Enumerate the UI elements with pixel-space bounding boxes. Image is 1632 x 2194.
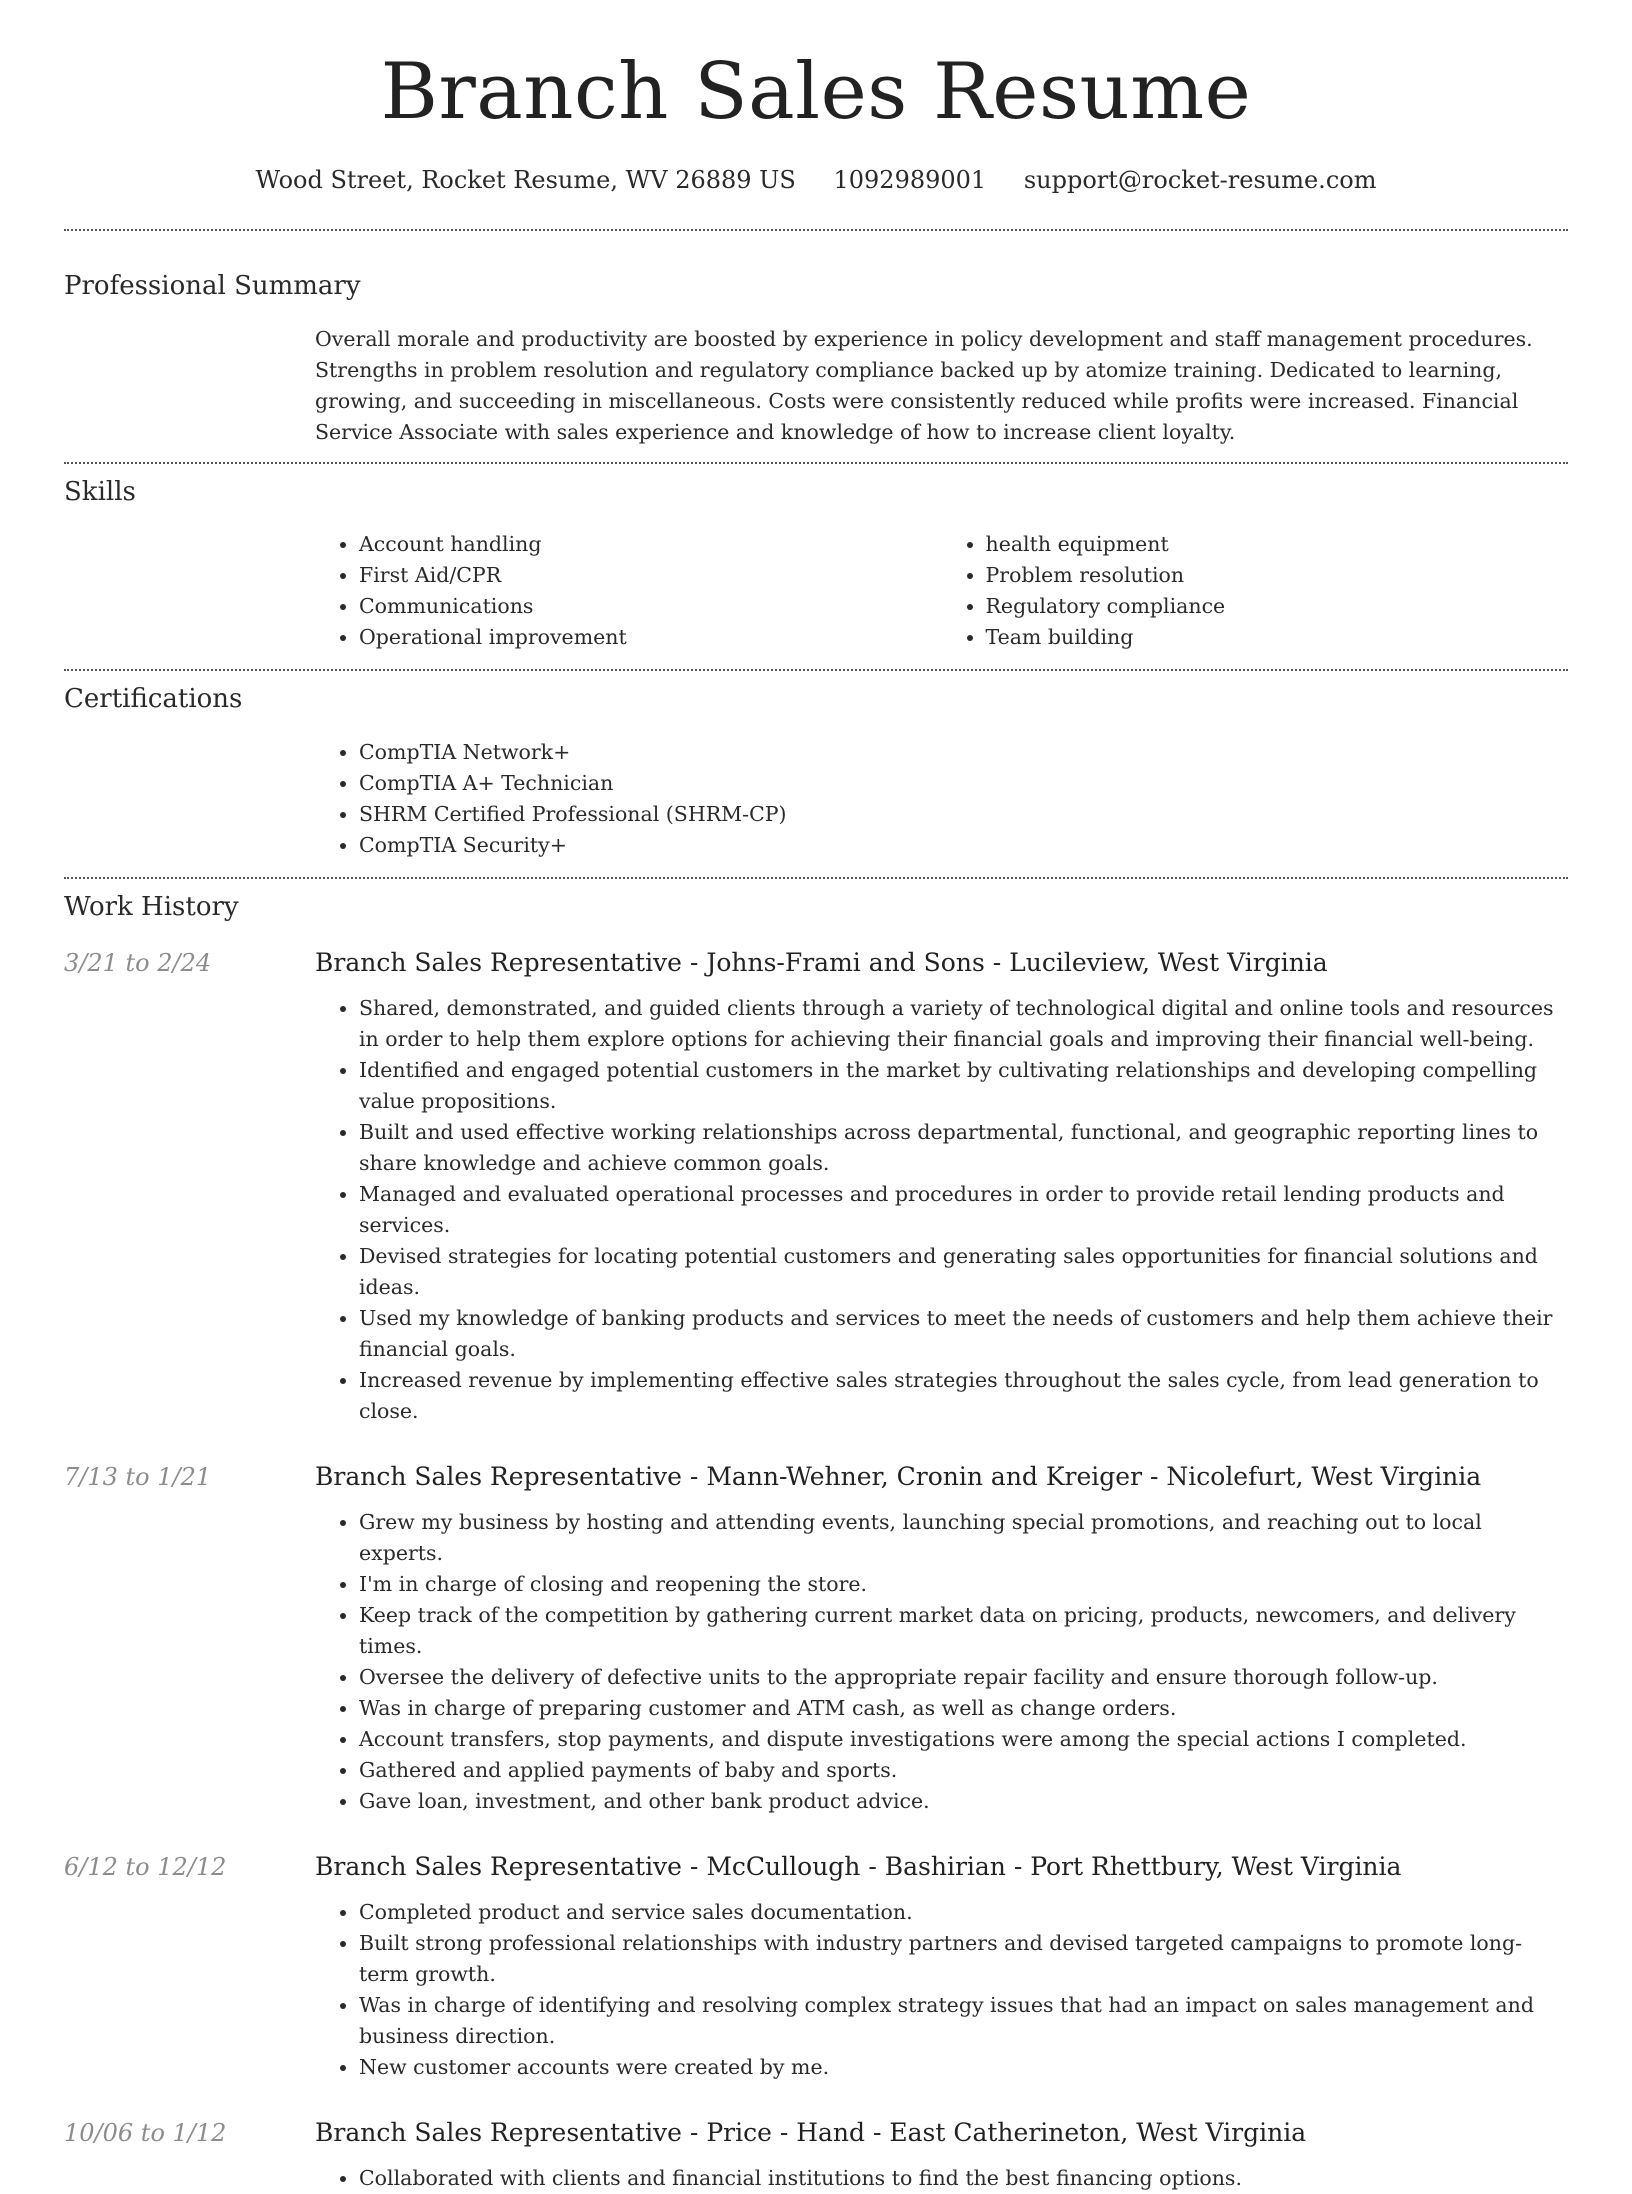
skills-list <box>315 529 1568 653</box>
certifications-section <box>64 683 1568 861</box>
contact-line <box>64 166 1568 194</box>
phone-text: 1092989001 <box>833 165 987 194</box>
divider <box>64 229 1568 231</box>
list-item: • Gave loan, investment, and other bank product advice. <box>359 1786 1568 1817</box>
list-item: • Built and used effective working relationships across departmental, functional, and geographic reporting lines to share knowledge and achieve common goals. <box>359 1117 1568 1179</box>
resume-title: Branch Sales Resume <box>380 47 1252 137</box>
email-text: support@rocket-resume.com <box>1023 165 1377 194</box>
list-item: • Team building <box>986 622 1569 653</box>
job-entry <box>64 1851 1568 2083</box>
list-item: • Account handling <box>359 529 942 560</box>
divider <box>64 877 1568 879</box>
job-entry <box>64 947 1568 1427</box>
skills-left-column <box>315 529 942 653</box>
job-title: Branch Sales Representative - Mann-Wehner, Cronin and Kreiger - Nicolefurt, West Virginia <box>315 1462 1482 1492</box>
list-item: • Keep track of the competition by gathering current market data on pricing, products, newcomers, and delivery times. <box>359 1600 1568 1662</box>
skills-right-column <box>942 529 1569 653</box>
job-details <box>315 947 1568 1427</box>
certifications-list <box>315 737 1568 861</box>
divider <box>64 669 1568 671</box>
list-item: • First Aid/CPR <box>359 560 942 591</box>
list-item: • Problem resolution <box>986 560 1569 591</box>
summary-heading: Professional Summary <box>64 270 361 301</box>
list-item: • Communications <box>359 591 942 622</box>
list-item: • Devised strategies for locating potential customers and generating sales opportunities for financial solutions and ideas. <box>359 1241 1568 1303</box>
list-item: • Was in charge of identifying and resolving complex strategy issues that had an impact on sales management and business direction. <box>359 1990 1568 2052</box>
list-item: • New customer accounts were created by me. <box>359 2052 1568 2083</box>
job-title: Branch Sales Representative - Johns-Frami and Sons - Lucileview, West Virginia <box>315 948 1328 978</box>
summary-section <box>64 270 1568 448</box>
list-item: • Grew my business by hosting and attending events, launching special promotions, and reaching out to local experts. <box>359 1507 1568 1569</box>
job-entry <box>64 2117 1568 2194</box>
work-history-section <box>64 891 1568 2194</box>
job-title: Branch Sales Representative - Price - Hand - East Catherineton, West Virginia <box>315 2118 1307 2148</box>
list-item: • health equipment <box>986 529 1569 560</box>
job-dates: 7/13 to 1/21 <box>64 1463 212 1492</box>
job-details <box>315 2117 1568 2194</box>
job-details <box>315 1461 1568 1817</box>
list-item: • Completed product and service sales documentation. <box>359 1897 1568 1928</box>
list-item: • CompTIA Network+ <box>359 737 1568 768</box>
list-item: • Regulatory compliance <box>986 591 1569 622</box>
list-item: • CompTIA Security+ <box>359 830 1568 861</box>
list-item: • Increased revenue by implementing effective sales strategies throughout the sales cycle, from lead generation to close. <box>359 1365 1568 1427</box>
list-item: • Used my knowledge of banking products and services to meet the needs of customers and help them achieve their financial goals. <box>359 1303 1568 1365</box>
list-item: • Was in charge of preparing customer and ATM cash, as well as change orders. <box>359 1693 1568 1724</box>
list-item: • Collaborated with clients and financial institutions to find the best financing options. <box>359 2163 1568 2194</box>
list-item: • Managed and evaluated operational processes and procedures in order to provide retail lending products and services. <box>359 1179 1568 1241</box>
work-history-heading: Work History <box>64 892 239 923</box>
job-dates: 10/06 to 1/12 <box>64 2119 227 2148</box>
divider <box>64 462 1568 464</box>
certifications-heading: Certifications <box>64 684 243 715</box>
list-item: • Operational improvement <box>359 622 942 653</box>
list-item: • Identified and engaged potential customers in the market by cultivating relationships and developing compelling value propositions. <box>359 1055 1568 1117</box>
job-bullets <box>315 2163 1568 2194</box>
job-details <box>315 1851 1568 2083</box>
list-item: • Shared, demonstrated, and guided clients through a variety of technological digital and online tools and resources in order to help them explore options for achieving their financial goals and improving their financial well-being. <box>359 993 1568 1055</box>
job-dates: 3/21 to 2/24 <box>64 949 212 978</box>
job-title: Branch Sales Representative - McCullough - Bashirian - Port Rhettbury, West Virginia <box>315 1852 1402 1882</box>
list-item: • Account transfers, stop payments, and dispute investigations were among the special actions I completed. <box>359 1724 1568 1755</box>
job-bullets <box>315 1897 1568 2083</box>
list-item: • Gathered and applied payments of baby and sports. <box>359 1755 1568 1786</box>
list-item: • SHRM Certified Professional (SHRM-CP) <box>359 799 1568 830</box>
summary-text: Overall morale and productivity are boosted by experience in policy development and staff management procedures. Strengths in problem resolution and regulatory compliance backed up by atomize training. Dedicated to learning, growing, and succeeding in miscellaneous. Costs were consistently reduced while profits were increased. Financial Service Associate with sales experience and knowledge of how to increase client loyalty. <box>315 326 1533 444</box>
address-text: Wood Street, Rocket Resume, WV 26889 US <box>255 165 796 194</box>
list-item: • Oversee the delivery of defective units to the appropriate repair facility and ensure thorough follow-up. <box>359 1662 1568 1693</box>
job-bullets <box>315 993 1568 1427</box>
list-item: • Built strong professional relationships with industry partners and devised targeted campaigns to promote long-term growth. <box>359 1928 1568 1990</box>
list-item: • CompTIA A+ Technician <box>359 768 1568 799</box>
skills-heading: Skills <box>64 476 136 507</box>
job-bullets <box>315 1507 1568 1817</box>
job-dates: 6/12 to 12/12 <box>64 1853 227 1882</box>
job-entry <box>64 1461 1568 1817</box>
skills-section <box>64 476 1568 654</box>
list-item: • I'm in charge of closing and reopening the store. <box>359 1569 1568 1600</box>
